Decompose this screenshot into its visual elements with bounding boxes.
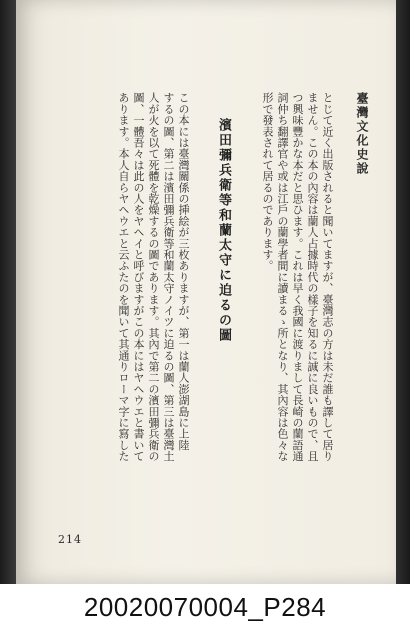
paragraph-2-line-1: この本には臺灣關係の挿絵が三枚ありますが、第一は蘭人澎湖島に上陸 — [177, 92, 190, 451]
image-id-caption: 20020070004_P284 — [83, 592, 327, 622]
page-number: 214 — [58, 533, 82, 546]
paragraph-2-line-4: 圖、一體吾々は此の人をヤヘイと呼びますがこの本にはヤヘウエと書いて — [132, 92, 145, 462]
paragraph-2-line-5: あります。本人自らヤヘウエと云ふたのを聞いて其通りローマ字に寫した — [117, 92, 130, 462]
paragraph-2-line-3: 人が火を以て死體を乾燥するの圖であります。其內で第二の濱田彌兵衛の — [147, 92, 160, 462]
paragraph-1-line-4: 詞仲ち翻譯官や或は江戶の蘭學者間に讀まるゝ所となり、其內容は色々な — [276, 92, 289, 462]
paragraph-1-line-2: ません。この本の內容は蘭人占據時代の樣子を知るに誠に良いもので、且 — [306, 92, 319, 462]
paragraph-1-line-5: 形で發表されて居るのであります。 — [261, 92, 274, 272]
paragraph-2-line-2: するの圖、第二は濱田彌兵衛等和蘭太守ノイツに迫るの圖、第三は臺灣土 — [162, 92, 175, 462]
section-title: 濱田彌兵衛等和蘭太守に迫るの圖 — [216, 118, 231, 343]
book-page — [16, 0, 396, 584]
running-head: 臺灣文化史說 — [355, 92, 369, 176]
paragraph-1-line-3: つ興味豐かな本だと思ひます。これは早く我國に渡りまして長崎の蘭語通 — [291, 92, 304, 462]
facing-page-edge — [0, 0, 16, 584]
paragraph-1-line-1: とじて近く出版されると聞いてますが、臺灣志の方は未だ誰も譯して居り — [321, 92, 334, 462]
page-edge-shadow — [396, 0, 410, 584]
